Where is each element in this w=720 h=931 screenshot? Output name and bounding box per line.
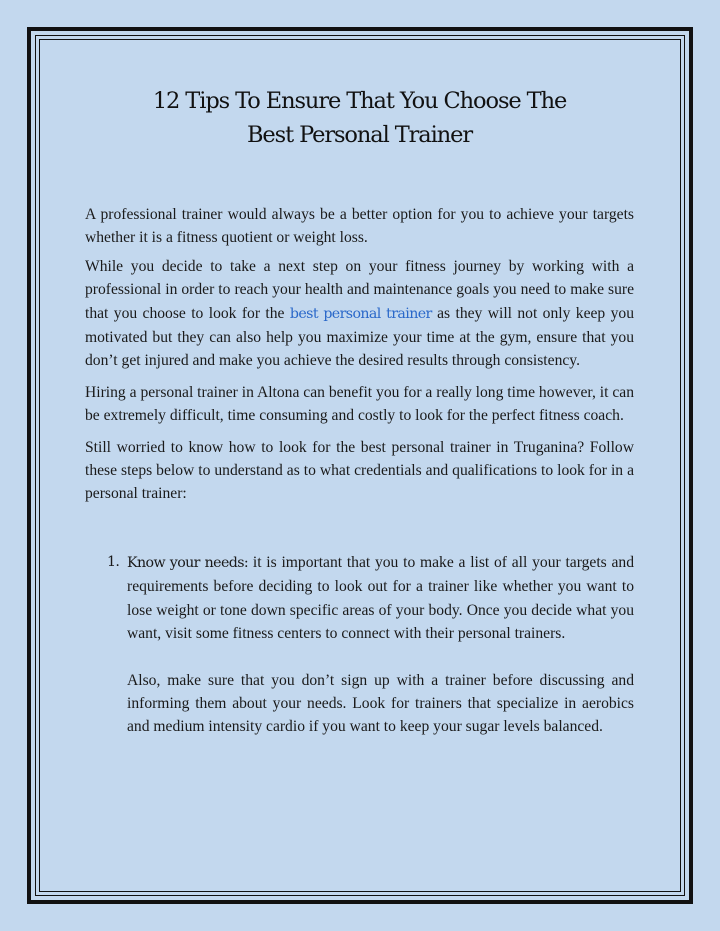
paragraph-journey (85, 255, 634, 373)
paragraph-truganina: Still worried to know how to look for the best personal trainer in Truganina? Follow these steps below to understand as to what credentials and qualifications to look for in a personal trainer: (85, 438, 634, 503)
best-personal-trainer-link[interactable]: best personal trainer (289, 305, 438, 322)
title-line-1: 12 Tips To Ensure That You Choose The (152, 88, 567, 114)
document-content (85, 84, 634, 739)
paragraph-journey-end: as they will not only keep you motivated but they can also help you maximize your time at the gym, ensure that you don’t get injured and make you achieve the desired results through consistency. (85, 304, 634, 370)
body-paragraphs (85, 203, 634, 506)
tip-text: it is important that you to make a list of all your targets and requirements before deciding to look out for a trainer like whether you want to lose weight or tone down specific areas of your body. Once you decide what you want, visit some fitness centers to connect with their personal trainers. (127, 553, 634, 643)
title-line-2: Best Personal Trainer (247, 122, 472, 148)
tip-heading: Know your needs: (127, 554, 249, 571)
list-item (127, 551, 634, 739)
tip-followup: Also, make sure that you don’t sign up with a trainer before discussing and informing them about your needs. Look for trainers that specialize in aerobics and medium intensity cardio if you want to keep your sugar levels balanced. (127, 671, 634, 736)
document-title (85, 84, 634, 152)
tip-spacer (127, 646, 634, 669)
intro-paragraph: A professional trainer would always be a better option for you to achieve your targets whether it is a fitness quotient or weight loss. (85, 206, 634, 247)
list-item-number: 1. (107, 553, 120, 570)
tip-paragraph (127, 551, 634, 646)
paragraph-hiring: Hiring a personal trainer in Altona can benefit you for a really long time however, it can be extremely difficult, time consuming and costly to look for the perfect fitness coach. (85, 383, 634, 425)
paragraph-journey-start: While you decide to take a next step on your fitness journey by working with a professional in order to reach your health and maintenance goals you need to make sure that you choose to look for the (85, 257, 634, 322)
tips-list (85, 551, 634, 739)
